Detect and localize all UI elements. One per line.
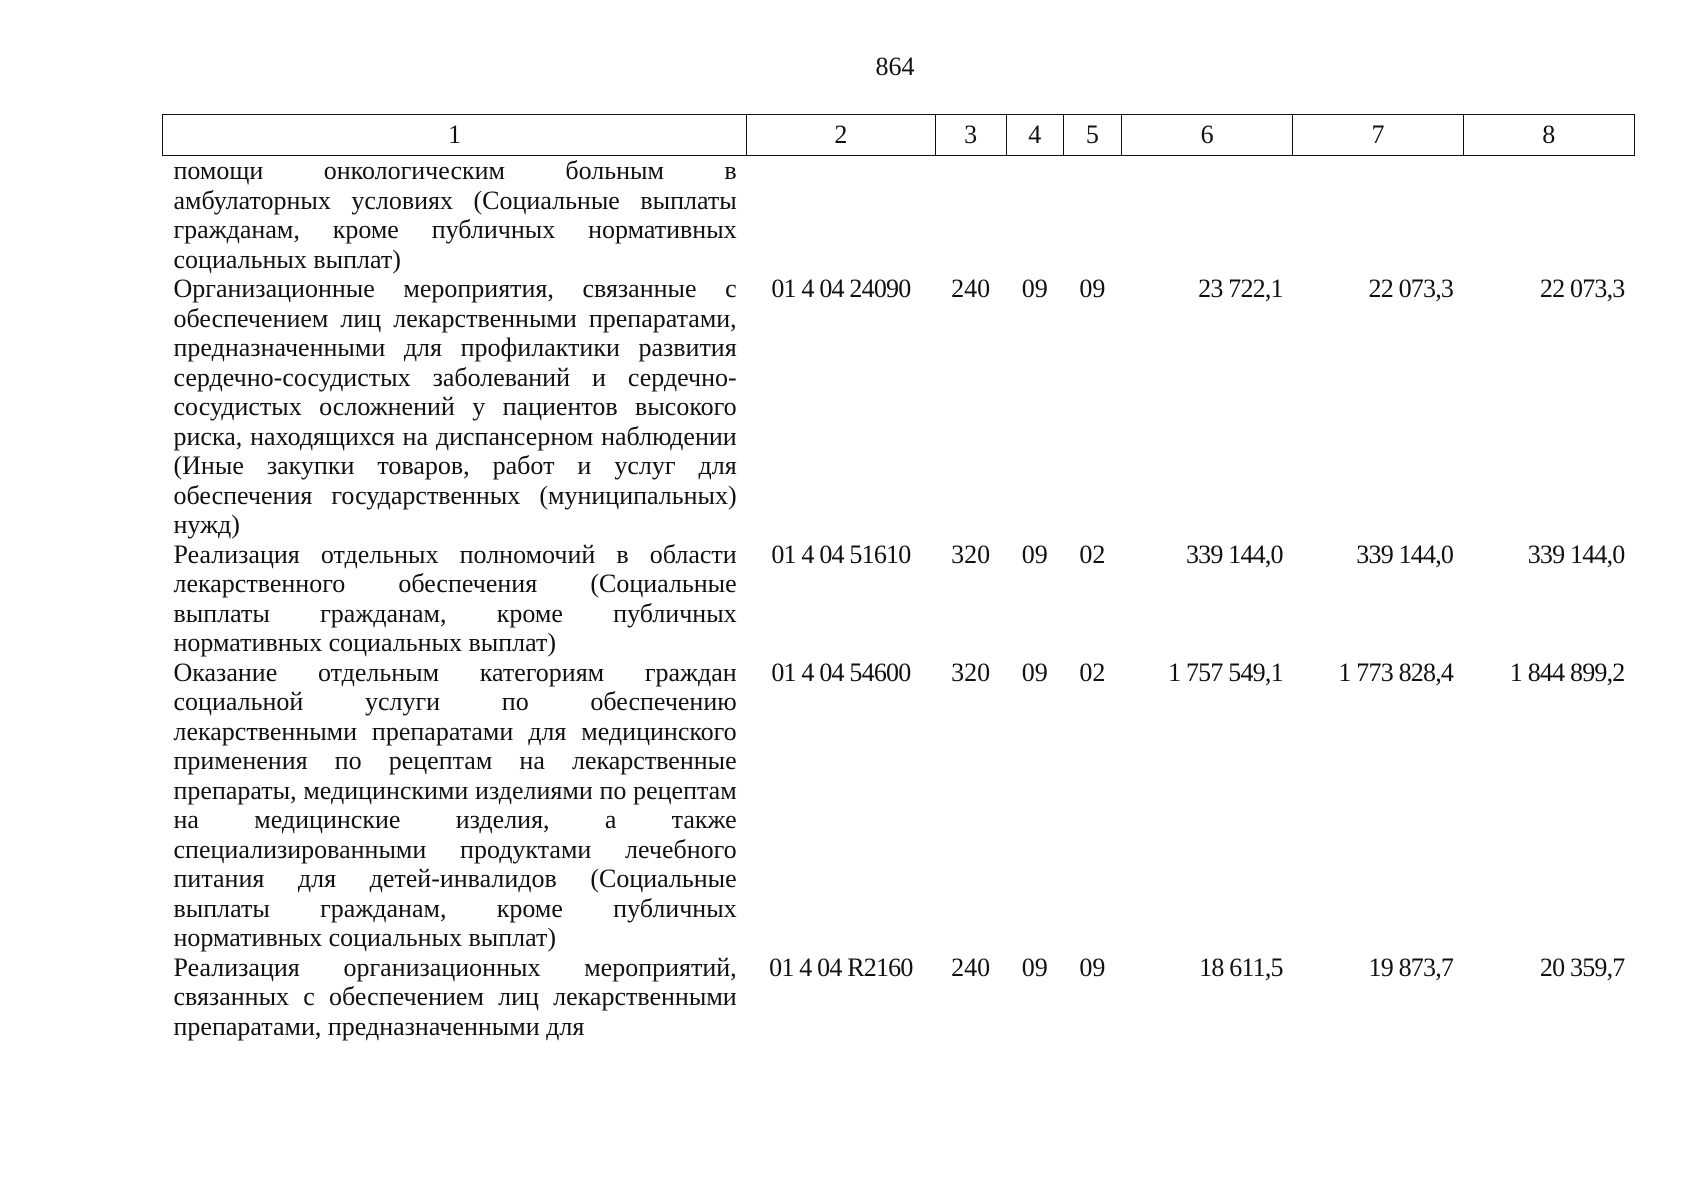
row-col7: 1 773 828,4 (1338, 657, 1454, 687)
row-col5: 09 (1079, 274, 1106, 303)
row-name: Организационные мероприятия, связанные с обеспечением лиц лекарственными препаратами, предназначенными для профилактики развития сердечно-сосудистых заболеваний и сердечно-сосудистых осложнений у пациентов высокого риска, находящихся на диспансерном наблюдении (Иные закупки товаров, работ и услуг для обеспечения государственных (муниципальных) нужд) (173, 274, 737, 539)
column-header-3: 3 (935, 115, 1006, 156)
table-header-row (163, 115, 1635, 156)
row-code: 01 4 04 51610 (771, 539, 911, 569)
row-col7: 19 873,7 (1368, 952, 1454, 982)
row-col6: 339 144,0 (1185, 539, 1283, 569)
column-header-2: 2 (747, 115, 935, 156)
row-col4: 09 (1021, 952, 1048, 982)
row-col7 (1293, 156, 1463, 275)
page-number: 864 (875, 52, 915, 81)
row-col7: 339 144,0 (1356, 539, 1454, 569)
row-col8: 22 073,3 (1539, 274, 1625, 303)
row-col6: 23 722,1 (1198, 274, 1283, 303)
row-col7: 22 073,3 (1368, 274, 1454, 303)
column-header-6: 6 (1121, 115, 1292, 156)
row-col8: 1 844 899,2 (1509, 657, 1625, 687)
row-col4 (1006, 156, 1063, 275)
table-row (163, 540, 1635, 658)
row-col3 (935, 156, 1006, 275)
row-code: 01 4 04 R2160 (769, 952, 913, 982)
column-header-8: 8 (1463, 115, 1634, 156)
row-col8: 20 359,7 (1539, 952, 1625, 982)
row-col4: 09 (1021, 274, 1048, 303)
row-col4: 09 (1021, 539, 1048, 569)
row-col3: 320 (951, 657, 991, 687)
row-col6: 18 611,5 (1199, 952, 1283, 982)
row-col3: 320 (951, 539, 991, 569)
row-col6: 1 757 549,1 (1168, 657, 1283, 687)
row-col5: 02 (1079, 657, 1106, 687)
table-row (163, 274, 1635, 540)
row-name: Оказание отдельным категориям граждан социальной услуги по обеспечению лекарственными препаратами для медицинского применения по рецептам на лекарственные препараты, медицинскими изделиями по рецептам на медицинские изделия, а также специализированными продуктами лечебного питания для детей-инвалидов (Социальные выплаты гражданам, кроме публичных нормативных социальных выплат) (173, 657, 737, 952)
row-name: Реализация отдельных полномочий в области лекарственного обеспечения (Социальные выплаты гражданам, кроме публичных нормативных социальных выплат) (173, 539, 737, 657)
row-col3: 240 (951, 952, 991, 982)
row-col5 (1063, 156, 1121, 275)
row-col8: 339 144,0 (1527, 539, 1625, 569)
column-header-1: 1 (163, 115, 747, 156)
row-col6 (1121, 156, 1292, 275)
column-header-5: 5 (1063, 115, 1121, 156)
row-code: 01 4 04 24090 (771, 274, 911, 303)
column-header-7: 7 (1293, 115, 1463, 156)
row-name: Реализация организационных мероприятий, связанных с обеспечением лиц лекарственными препаратами, предназначенными для (173, 952, 737, 1041)
table-row (163, 658, 1635, 953)
row-col4: 09 (1021, 657, 1048, 687)
row-col8 (1463, 156, 1634, 275)
table-row (163, 156, 1635, 275)
row-name: помощи онкологическим больным в амбулаторных условиях (Социальные выплаты гражданам, кроме публичных нормативных социальных выплат) (173, 156, 737, 274)
column-header-4: 4 (1006, 115, 1063, 156)
row-col5: 02 (1079, 539, 1106, 569)
row-code (747, 156, 935, 275)
row-col5: 09 (1079, 952, 1106, 982)
row-col3: 240 (951, 274, 991, 303)
table-row (163, 953, 1635, 1042)
row-code: 01 4 04 54600 (771, 657, 911, 687)
budget-table (162, 114, 1635, 1041)
